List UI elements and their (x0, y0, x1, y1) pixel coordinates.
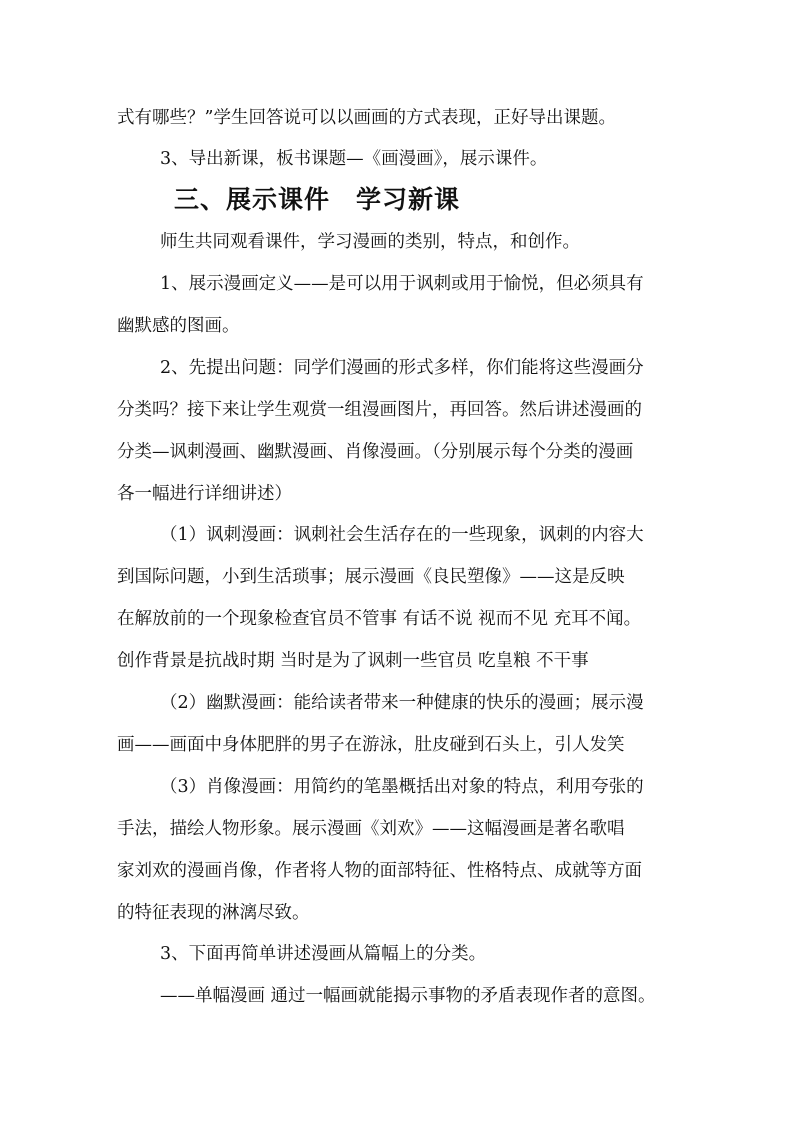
paragraph-line-13: 创作背景是抗战时期 当时是为了讽刺一些官员 吃皇粮 不干事 (117, 651, 589, 671)
paragraph-line-16: （3）肖像漫画：用简约的笔墨概括出对象的特点，利用夸张的 (160, 777, 644, 797)
section-heading: 三、展示课件 学习新课 (174, 185, 461, 214)
paragraph-line-3: 师生共同观看课件，学习漫画的类别，特点，和创作。 (160, 232, 580, 252)
paragraph-line-18: 家刘欢的漫画肖像，作者将人物的面部特征、性格特点、成就等方面 (117, 861, 642, 881)
paragraph-line-4: 1、展示漫画定义——是可以用于讽刺或用于愉悦，但必须具有 (160, 274, 644, 294)
paragraph-line-8: 分类—讽刺漫画、幽默漫画、肖像漫画。（分别展示每个分类的漫画 (117, 442, 634, 462)
paragraph-line-9: 各一幅进行详细讲述） (117, 484, 292, 504)
paragraph-line-11: 到国际问题，小到生活琐事；展示漫画《良民塑像》——这是反映 (117, 567, 625, 587)
paragraph-line-2: 3、导出新课，板书课题—《画漫画》，展示课件。 (160, 149, 548, 169)
paragraph-line-12: 在解放前的一个现象检查官员不管事 有话不说 视而不见 充耳不闻。 (117, 609, 642, 629)
paragraph-line-1: 式有哪些？”学生回答说可以以画画的方式表现，正好导出课题。 (117, 108, 616, 128)
paragraph-line-10: （1）讽刺漫画：讽刺社会生活存在的一些现象，讽刺的内容大 (160, 525, 644, 545)
paragraph-line-6: 2、先提出问题：同学们漫画的形式多样，你们能将这些漫画分 (160, 358, 644, 378)
paragraph-line-7: 分类吗？接下来让学生观赏一组漫画图片，再回答。然后讲述漫画的 (117, 400, 642, 420)
paragraph-line-5: 幽默感的图画。 (117, 316, 240, 336)
paragraph-line-20: 3、下面再简单讲述漫画从篇幅上的分类。 (160, 944, 487, 964)
paragraph-line-14: （2）幽默漫画：能给读者带来一种健康的快乐的漫画；展示漫 (160, 693, 644, 713)
paragraph-line-19: 的特征表现的淋漓尽致。 (117, 903, 310, 923)
paragraph-line-15: 画——画面中身体肥胖的男子在游泳，肚皮碰到石头上，引人发笑 (117, 735, 625, 755)
paragraph-line-21: ——单幅漫画 通过一幅画就能揭示事物的矛盾表现作者的意图。 (160, 986, 656, 1006)
paragraph-line-17: 手法，描绘人物形象。展示漫画《刘欢》——这幅漫画是著名歌唱 (117, 819, 625, 839)
